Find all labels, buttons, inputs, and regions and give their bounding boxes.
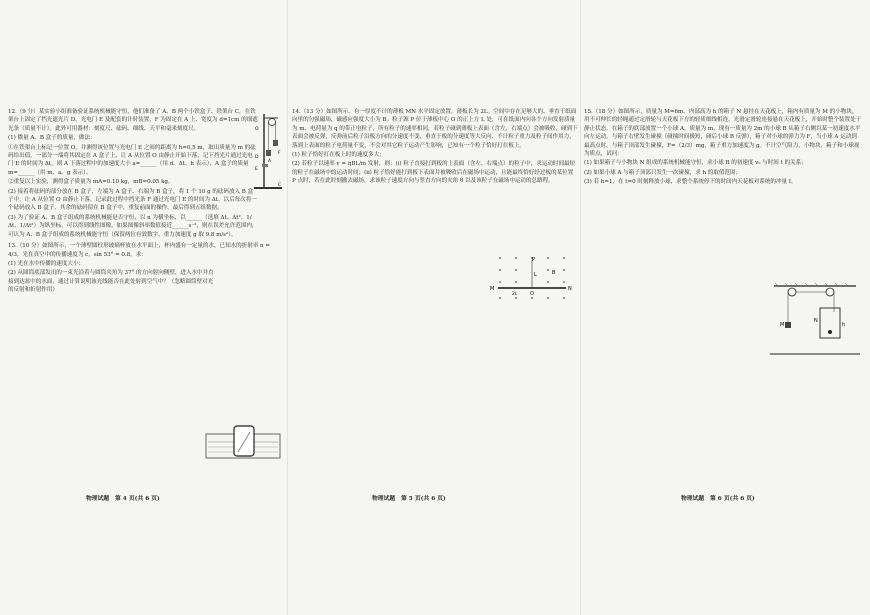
question-13-stem: 13.（10 分）如图所示，一个薄壁圆柱形玻璃杯放在水平面上，杯内盛有一定量的水，已知水的折射率 n = 4/3，光在真空中的传播速度为 c，sin 53° = 0.8，求： <box>8 243 270 258</box>
question-13-part: (2) 从圆筒底部发出的一束光沿着与圆筒夹角为 37° 的方向射向侧壁，进入水中并直接到达盆中的水面，通过计算说明该光线能否在此处射到空气中？（忽略圆筒壁对光的反射和折射作用） <box>8 270 214 294</box>
page-footer: 物理试题 第 4 页(共 6 页) <box>86 496 160 502</box>
question-12-stem: 12.（9 分）某实验小组准备验证系统机械能守恒，他们准备了 A、B 两个小铁盒子、铁架台 C，在铁架台上固定了挡光遮光片 D，光电门 E 及配套的计时装置，F 为固定在 A 上、宽度为 d=1cm 的细遮光条（质量不计）。此外可用器材：刻度尺、砝码、细线、天平和毫米刻度尺。 <box>8 109 258 132</box>
figure-label: C <box>278 183 282 188</box>
figure-label: L <box>534 272 537 278</box>
figure-label: E <box>255 167 258 172</box>
page-5-content <box>292 108 578 518</box>
figure-label: N <box>568 286 572 292</box>
question-13-part: (1) 光在水中传播的速度大小； <box>8 260 85 267</box>
figure-label: P <box>532 257 536 263</box>
question-15-part: (2) 如果小球 A 与箱子顶部只发生一次碰撞，求 h 的取值范围； <box>584 169 742 176</box>
figure-label: 2L <box>512 292 518 297</box>
question-14-part: (2) 若粒子以速率 v = qBL/m 发射，则：(i) 粒子直接打到板的上表面（含左、右端点）的粒子中，求运动时间最短的粒子在磁场中的运动时间；(ii) 粒子恰好能打到板下表面并被吸收后在磁场中运动，且能最终恰好经过板的某位置 P 点时，若在此时刻撤去磁场，求该粒子速度方向与竖直方向的夹角 θ 以及该粒子在磁场中运动的总路程。 <box>292 161 576 185</box>
question-12 <box>8 108 258 239</box>
page-divider <box>580 0 581 615</box>
page-footer: 物理试题 第 5 页(共 6 页) <box>372 496 446 502</box>
question-12-part: (3) 为了验证 A、B 盒子组成的系统机械能是否守恒，以 n 为横坐标，以______（选填 Δt、Δt²、1/Δt、1/Δt²）为纵坐标，可以得到线性图像，如果图像斜率数值接近______s⁻²，则在误差允许范围内，可认为 A、B 盒子组成的系统机械能守恒（保留两位有效数字，重力加速度 g 取 9.8 m/s²）。 <box>8 214 258 238</box>
question-14-part: (1) 粒子恰好打在板上时的速度多大； <box>292 152 385 159</box>
question-12-figure <box>250 110 284 192</box>
figure-label: M <box>490 286 495 292</box>
figure-label: M <box>780 322 785 328</box>
figure-label: O <box>530 291 534 297</box>
question-13 <box>8 242 278 294</box>
question-13-figure <box>204 420 284 462</box>
question-15-part: (1) 如果箱子与小物块 N 组成的系统机械能守恒，求小球 B 的初速度 v₀ 与时间 t 的关系； <box>584 160 807 167</box>
figure-label: F <box>278 151 281 156</box>
question-15 <box>584 108 862 187</box>
question-12-part: ②重复以上实验，测得盒子质量为 mA=0.10 kg，mB=0.05 kg。 <box>8 179 174 186</box>
figure-label: h <box>842 322 846 328</box>
figure-label: A <box>268 159 272 164</box>
question-12-part: (1) 微量 A、B 盒子的质量，做法： <box>8 135 96 142</box>
page-divider <box>287 0 288 615</box>
question-15-part: (3) 若 h=1，在 t=0 时刻释放小球，求整个系统停下的时间内天花板对系统的冲量 I。 <box>584 179 797 186</box>
figure-label: O <box>255 127 259 132</box>
page-footer: 物理试题 第 6 页(共 6 页) <box>681 496 755 502</box>
question-15-figure <box>770 282 860 362</box>
question-14-stem: 14.（13 分）如图所示，有一厚度不计的薄板 MN 水平固定放置，薄板长为 2L。空间中存在足够大的、垂直于纸面向里的匀强磁场，磁感应强度大小为 B。粒子源 P 位于薄板中心 O 的正上方 L 处，可在纸面内向各个方向发射质量为 m、电荷量为 q 的带正电粒子，所有粒子的速率相同，若粒子碰到薄板上表面（含左、右端点）会被吸收，碰到下表面会被反弹，反弹前后粒子沿板方向的分速度不变，垂直于板的分速度等大反向，不计粒子重力及粒子间作用力，落到上表面的粒子电荷量不变，不会对其它粒子运动产生影响，已知有一个粒子恰好打在板上。 <box>292 109 578 149</box>
question-15-stem: 15.（18 分）如图所示，质量为 M=6m、内部高为 h 的箱子 N 悬挂在天花板上，箱内有质量为 M 的小物块，用不可伸长的轻绳通过定滑轮与天花板下方的轻质细线相连，光滑定滑轮连接悬在天花板上，开始时整个装置处于静止状态。在箱子的底部放置一个小球 A，质量为 m。现有一质量为 2m 的小球 B 从箱子右侧以某一初速度水平向左运动，与箱子右壁发生碰撞（碰撞时间极短，碰后小球 B 反弹），箱子对小球的弹力为 F，当小球 A 运动到最高点时，与箱子顶部发生碰撞，F=（2/3）mg，箱子重力加速度为 g。不计空气阻力，小物块、箱子和小球视为质点，试问： <box>584 109 862 158</box>
figure-label: N <box>814 318 818 324</box>
question-12-part: ①在铁架台上标记一位置 O，并测得该位置与光电门 E 之间的距离为 h=0.5 m，取出质量为 m 的砝码给出值，一部分一端将其固定在 A 盒子上，让 A 从位置 O 由静止开始下落，记下挡光片通过光电门 E 的时间为 Δt，则 A 下落过程中的加速度大小 a=______（用 d、Δt、h 表示），A 盒子的质量 m=______（用 m、a、g 表示）。 <box>8 144 256 176</box>
question-14 <box>292 108 578 186</box>
figure-label: D <box>255 155 259 160</box>
question-12-part: (2) 接着将砝码的部分放在 B 盒子，左端为 A 盒子、右端为 B 盒子，将 1 个 10 g 的砝码放入 B 盒子中，让 A 从位置 O 由静止下落，记录此过程中挡光条 F 通过光电门 E 的时间为 Δt。以后每次将一个砝码放入 B 盒子，其余的砝码留在 B 盒子中，重复前面的操作，最后得到五组数据。 <box>8 188 257 212</box>
figure-label: B <box>552 270 556 276</box>
question-14-figure <box>488 250 578 310</box>
